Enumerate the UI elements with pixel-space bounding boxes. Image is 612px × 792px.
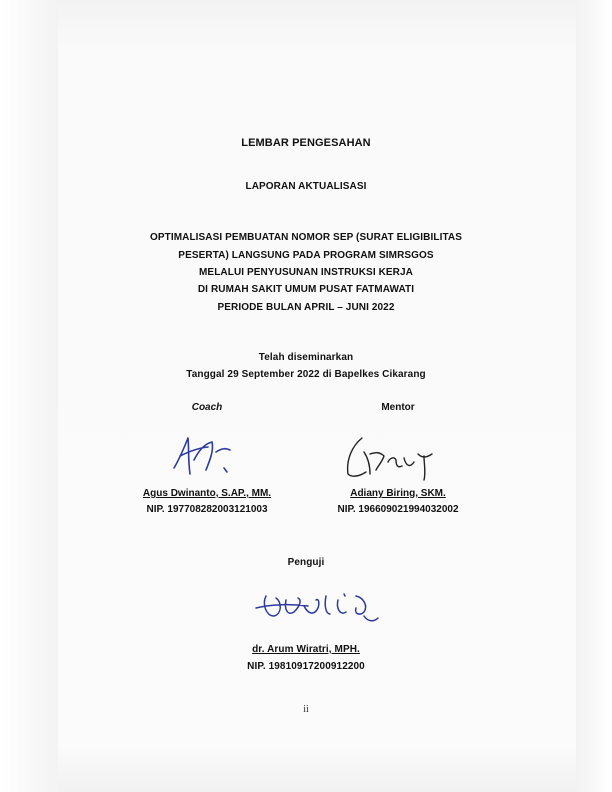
title-line-3: MELALUI PENYUSUNAN INSTRUKSI KERJA (199, 267, 413, 278)
seminar-line: Telah diseminarkan (258, 352, 354, 363)
page-number: ii (303, 704, 309, 715)
scan-edge-left (0, 0, 58, 792)
title-line-1: OPTIMALISASI PEMBUATAN NOMOR SEP (SURAT ELIGIBILITAS (149, 232, 463, 243)
coach-signature (166, 430, 246, 480)
title-line-2: PESERTA) LANGSUNG PADA PROGRAM SIMRSGOS (178, 250, 434, 261)
title-line-5: PERIODE BULAN APRIL – JUNI 2022 (217, 302, 395, 313)
mentor-role-label: Mentor (381, 402, 415, 413)
examiner-role-label: Penguji (287, 557, 325, 568)
mentor-signature (340, 432, 440, 486)
report-type: LAPORAN AKTUALISASI (245, 181, 367, 192)
mentor-nip: NIP. 196609021994032002 (337, 504, 459, 515)
examiner-nip: NIP. 19810917200912200 (247, 661, 365, 672)
examiner-name: dr. Arum Wiratri, MPH. (252, 644, 360, 655)
coach-role-label: Coach (191, 402, 223, 413)
date-line: Tanggal 29 September 2022 di Bapelkes Cikarang (186, 369, 426, 380)
title-line-4: DI RUMAH SAKIT UMUM PUSAT FATMAWATI (197, 284, 415, 295)
mentor-name: Adiany Biring, SKM. (350, 488, 446, 499)
examiner-signature (252, 586, 402, 630)
coach-name: Agus Dwinanto, S.AP., MM. (142, 488, 272, 499)
coach-nip: NIP. 197708282003121003 (146, 504, 268, 515)
scan-edge-right (576, 0, 612, 792)
page-heading: LEMBAR PENGESAHAN (241, 137, 371, 149)
